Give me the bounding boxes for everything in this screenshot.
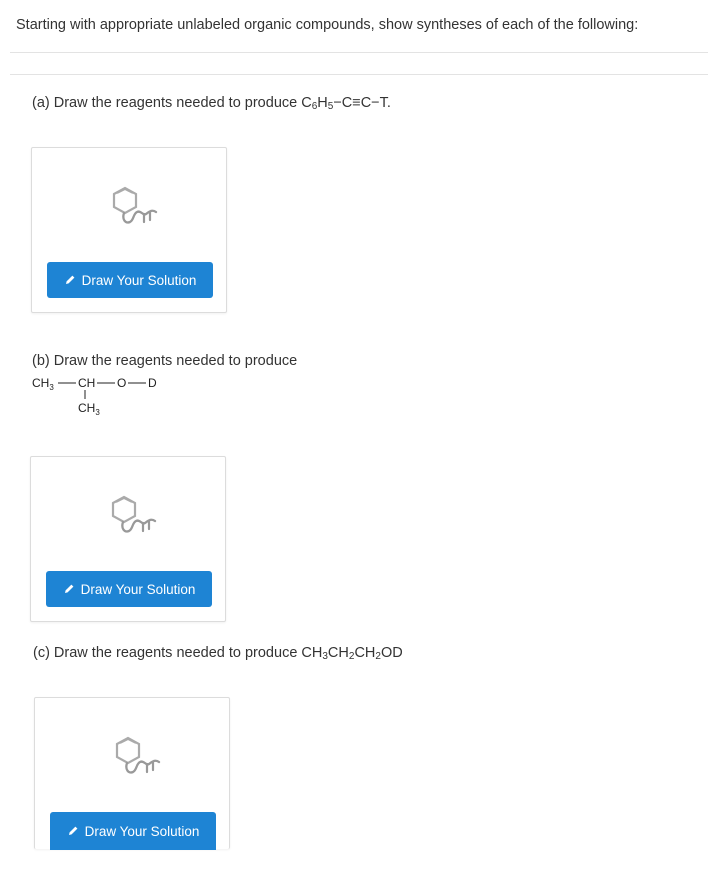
- struct-o: O: [117, 376, 127, 390]
- button-label: Draw Your Solution: [84, 823, 200, 839]
- molecule-drawing-icon: [99, 493, 161, 543]
- divider: [10, 52, 708, 53]
- question-a-suffix: −C≡C−T.: [333, 95, 391, 111]
- struct-ch: CH: [78, 376, 96, 390]
- question-b-text: (b) Draw the reagents needed to produce: [32, 353, 298, 369]
- question-a-formula: H: [317, 95, 328, 111]
- instructions-text: Starting with appropriate unlabeled organic compounds, show syntheses of each of the following:: [16, 17, 639, 33]
- question-c-suffix: OD: [380, 645, 403, 661]
- molecule-drawing-icon: [103, 734, 165, 784]
- pencil-icon: [64, 274, 76, 286]
- pencil-icon: [67, 825, 79, 837]
- struct-ch3-bottom: $CH_3$: [78, 401, 100, 417]
- question-c-prefix: (c) Draw the reagents needed to produce CH: [33, 645, 323, 661]
- question-c-text: [33, 645, 403, 662]
- isopropyl-deuteroxide-structure: [32, 375, 192, 423]
- subscript: 2: [375, 651, 381, 662]
- subscript: 2: [348, 651, 355, 662]
- draw-your-solution-button-c[interactable]: [50, 812, 216, 850]
- question-a-prefix: (a) Draw the reagents needed to produce C: [32, 95, 312, 111]
- drawing-card-c: [34, 697, 230, 849]
- drawing-card-a: [31, 147, 227, 313]
- subscript: 3: [322, 651, 328, 662]
- struct-ch3-left: $CH_3$: [32, 376, 54, 392]
- subscript: 6: [311, 101, 318, 112]
- molecule-drawing-icon: [100, 184, 162, 234]
- subscript: 5: [327, 101, 334, 112]
- button-label: Draw Your Solution: [81, 272, 197, 288]
- pencil-icon: [63, 583, 75, 595]
- draw-your-solution-button-b[interactable]: [46, 571, 212, 607]
- draw-your-solution-button-a[interactable]: [47, 262, 213, 298]
- question-c-formula: CH: [327, 645, 349, 661]
- question-a-text: [32, 95, 391, 112]
- struct-d: D: [148, 376, 157, 390]
- button-label: Draw Your Solution: [80, 581, 196, 597]
- divider: [10, 74, 708, 75]
- drawing-card-b: [30, 456, 226, 622]
- question-c-formula: CH: [354, 645, 376, 661]
